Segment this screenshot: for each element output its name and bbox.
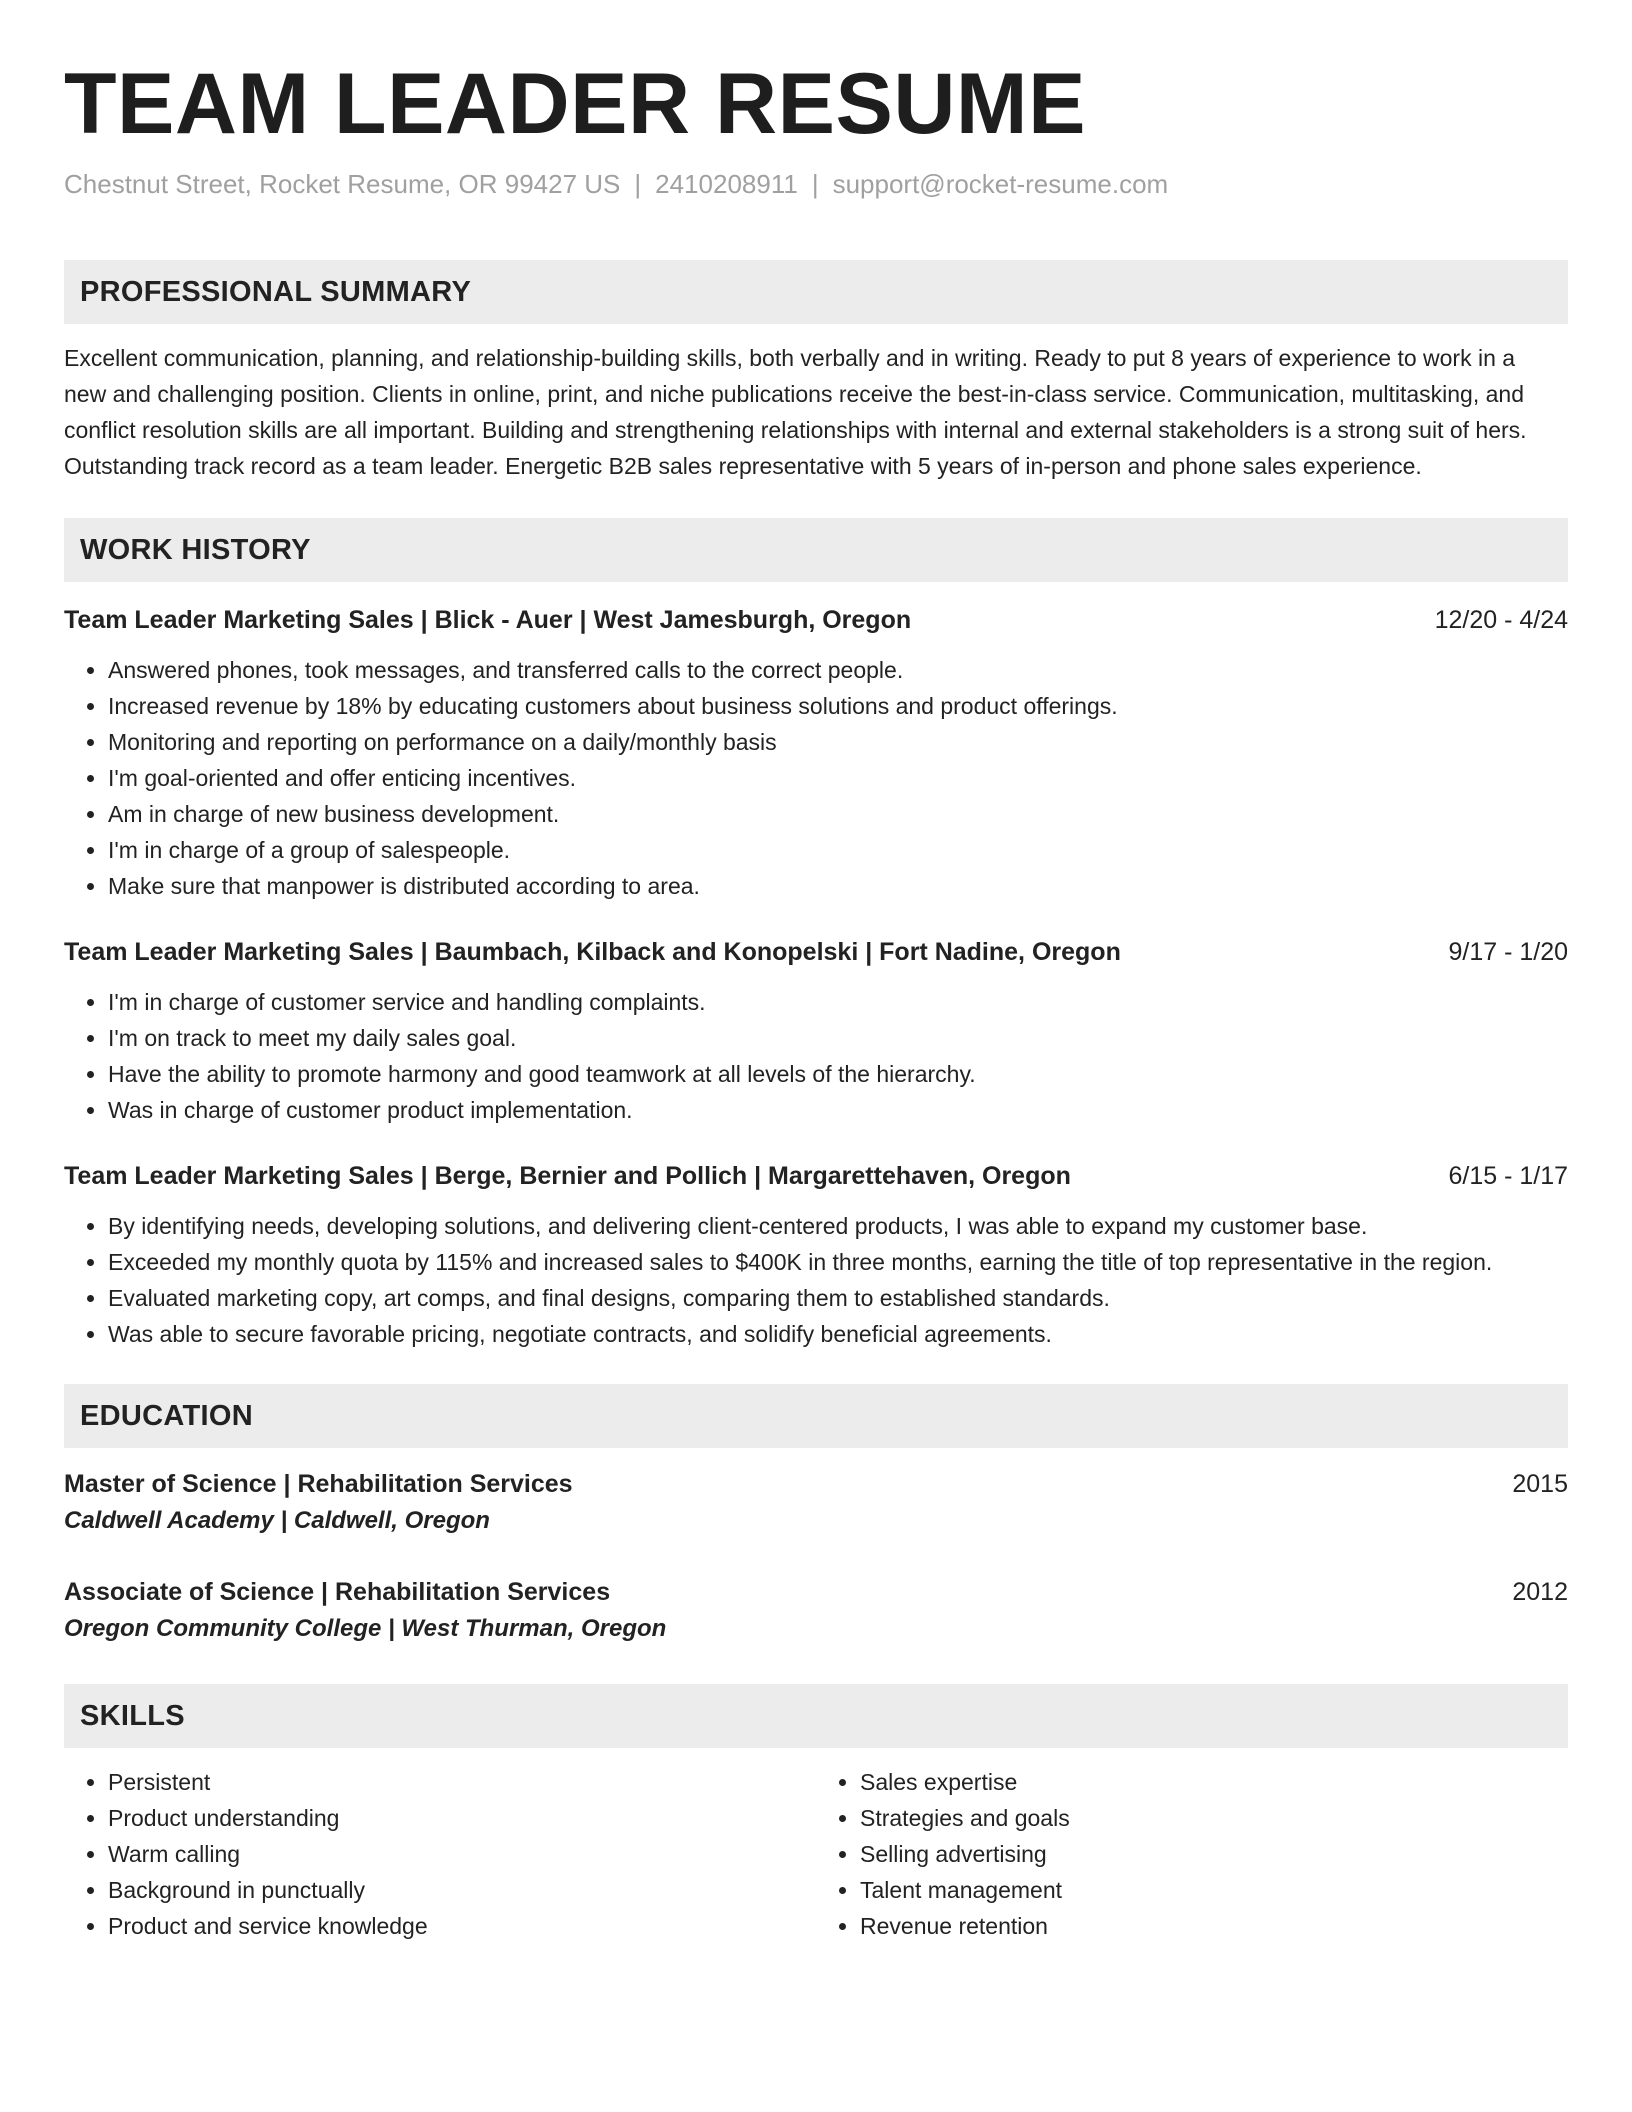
job-bullet: • By identifying needs, developing solutions, and delivering client-centered products, I was able to expand my customer base. — [108, 1208, 1568, 1244]
education-degree: Associate of Science | Rehabilitation Services — [64, 1578, 611, 1606]
skill-item: • Product and service knowledge — [108, 1908, 816, 1944]
job-bullet: • I'm in charge of customer service and handling complaints. — [108, 984, 1568, 1020]
job-bullet: • Increased revenue by 18% by educating customers about business solutions and product offerings. — [108, 688, 1568, 724]
job-bullets — [64, 652, 1568, 904]
contact-email: support@rocket-resume.com — [832, 169, 1169, 199]
education-header — [64, 1574, 1568, 1610]
job-dates: 12/20 - 4/24 — [1434, 606, 1568, 634]
education-school: Caldwell Academy | Caldwell, Oregon — [64, 1507, 490, 1534]
job-bullet: • I'm goal-oriented and offer enticing incentives. — [108, 760, 1568, 796]
job-bullets — [64, 984, 1568, 1128]
job-title: Team Leader Marketing Sales | Blick - Auer | West Jamesburgh, Oregon — [64, 606, 912, 634]
education-header — [64, 1466, 1568, 1502]
skill-item: • Talent management — [860, 1872, 1568, 1908]
job-title: Team Leader Marketing Sales | Baumbach, Kilback and Konopelski | Fort Nadine, Oregon — [64, 938, 1121, 966]
job-bullet: • Make sure that manpower is distributed according to area. — [108, 868, 1568, 904]
skill-item: • Selling advertising — [860, 1836, 1568, 1872]
contact-address: Chestnut Street, Rocket Resume, OR 99427 US — [64, 169, 621, 199]
skill-item: • Background in punctually — [108, 1872, 816, 1908]
job-entry — [64, 934, 1568, 1128]
job-header — [64, 934, 1568, 970]
skill-item: • Product understanding — [108, 1800, 816, 1836]
skill-item: • Persistent — [108, 1764, 816, 1800]
job-bullet: • Was in charge of customer product implementation. — [108, 1092, 1568, 1128]
education-entry — [64, 1466, 1568, 1540]
skills-column-left — [64, 1764, 816, 1944]
job-bullet: • Evaluated marketing copy, art comps, and final designs, comparing them to established standards. — [108, 1280, 1568, 1316]
education-degree: Master of Science | Rehabilitation Services — [64, 1470, 573, 1498]
job-bullet: • Have the ability to promote harmony and good teamwork at all levels of the hierarchy. — [108, 1056, 1568, 1092]
job-bullet: • Was able to secure favorable pricing, negotiate contracts, and solidify beneficial agreements. — [108, 1316, 1568, 1352]
section-heading-skills: SKILLS — [64, 1684, 1568, 1748]
skill-item: • Warm calling — [108, 1836, 816, 1872]
section-heading-summary: PROFESSIONAL SUMMARY — [64, 260, 1568, 324]
contact-separator: | — [634, 169, 642, 199]
skills-column-right — [816, 1764, 1568, 1944]
job-dates: 9/17 - 1/20 — [1448, 938, 1568, 966]
job-entry — [64, 1158, 1568, 1352]
education-year: 2015 — [1512, 1470, 1568, 1498]
skill-item: • Revenue retention — [860, 1908, 1568, 1944]
job-header — [64, 1158, 1568, 1194]
skill-item: • Strategies and goals — [860, 1800, 1568, 1836]
job-bullet: • Am in charge of new business development. — [108, 796, 1568, 832]
skill-item: • Sales expertise — [860, 1764, 1568, 1800]
job-bullet: • Exceeded my monthly quota by 115% and increased sales to $400K in three months, earning the title of top representative in the region. — [108, 1244, 1568, 1280]
section-heading-work-history: WORK HISTORY — [64, 518, 1568, 582]
contact-phone: 2410208911 — [655, 169, 798, 199]
job-bullet: • I'm on track to meet my daily sales goal. — [108, 1020, 1568, 1056]
job-bullet: • Monitoring and reporting on performance on a daily/monthly basis — [108, 724, 1568, 760]
job-dates: 6/15 - 1/17 — [1448, 1162, 1568, 1190]
summary-text: Excellent communication, planning, and relationship-building skills, both verbally and in writing. Ready to put 8 years of experience to work in a new and challenging position. Clients in online, print, and niche publications receive the best-in-class service. Communication, multitasking, and conflict resolution skills are all important. Building and strengthening relationships with internal and external stakeholders is a strong suit of hers. Outstanding track record as a team leader. Energetic B2B sales representative with 5 years of in-person and phone sales experience. — [64, 345, 1527, 479]
education-entry — [64, 1574, 1568, 1648]
education-school: Oregon Community College | West Thurman, Oregon — [64, 1615, 667, 1642]
section-heading-education: EDUCATION — [64, 1384, 1568, 1448]
job-bullet: • I'm in charge of a group of salespeople. — [108, 832, 1568, 868]
job-bullets — [64, 1208, 1568, 1352]
job-entry — [64, 602, 1568, 904]
job-header — [64, 602, 1568, 638]
education-year: 2012 — [1512, 1578, 1568, 1606]
job-title: Team Leader Marketing Sales | Berge, Bernier and Pollich | Margarettehaven, Oregon — [64, 1162, 1071, 1190]
skills-list — [64, 1764, 1568, 1944]
contact-separator: | — [811, 169, 819, 199]
job-bullet: • Answered phones, took messages, and transferred calls to the correct people. — [108, 652, 1568, 688]
resume-title: TEAM LEADER RESUME — [64, 56, 1086, 152]
contact-line — [64, 166, 1568, 202]
